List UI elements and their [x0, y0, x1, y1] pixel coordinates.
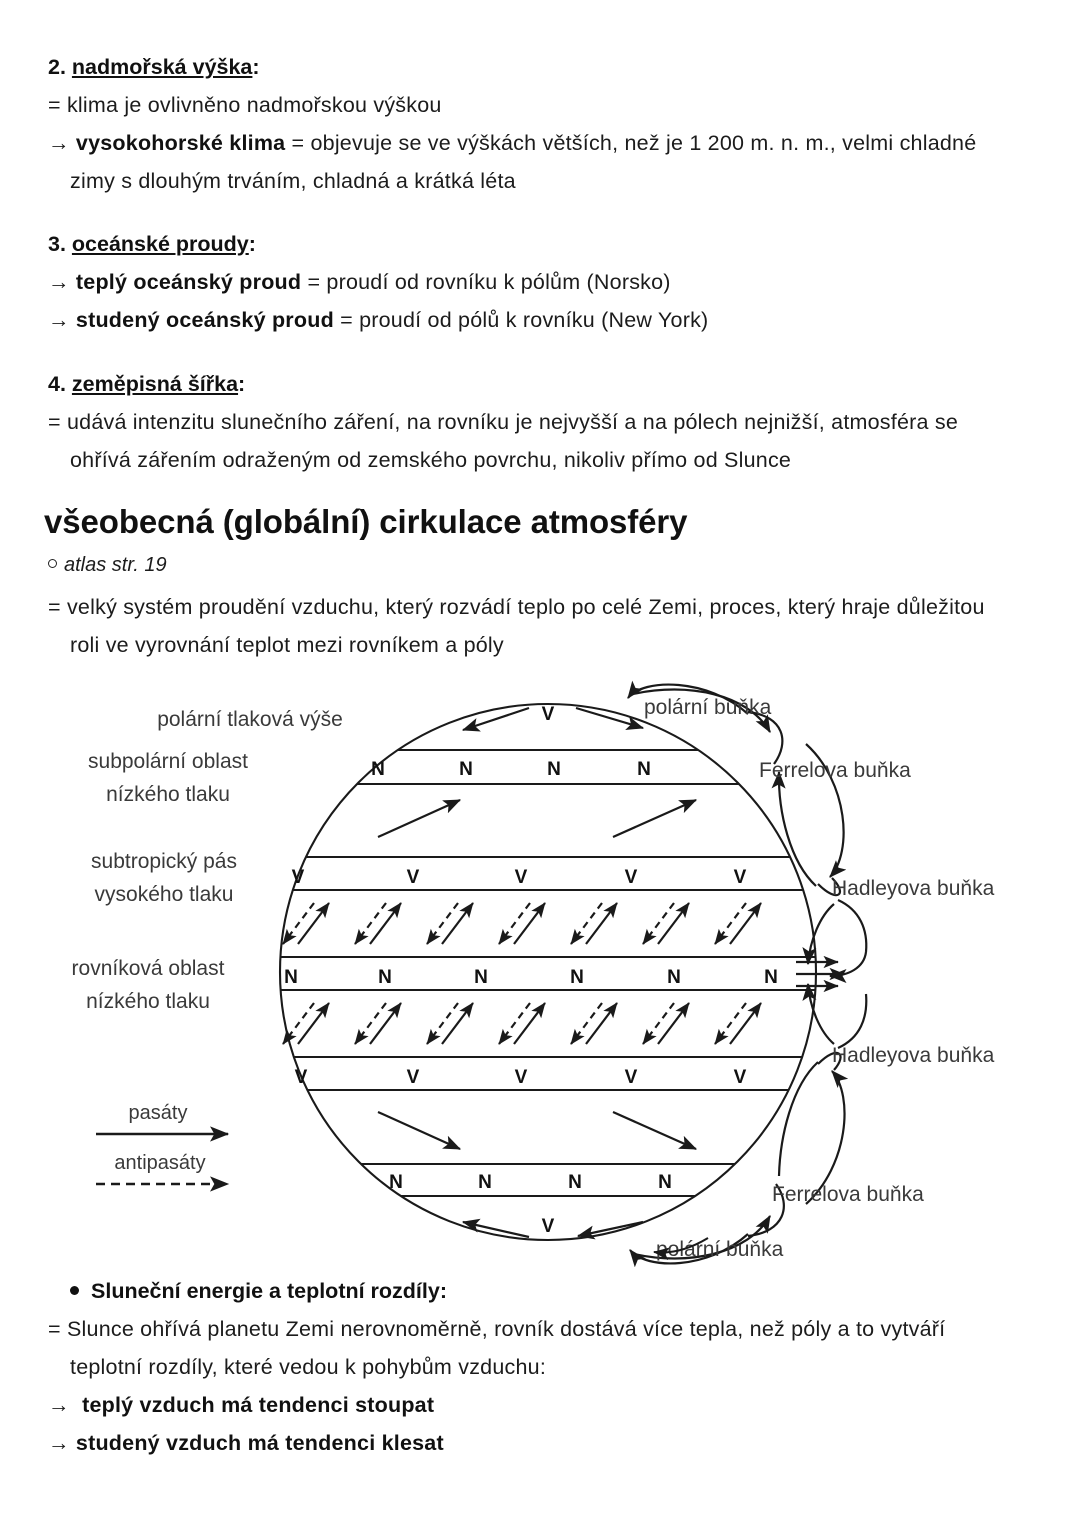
- antipasat-arrow: [427, 903, 458, 944]
- legend-group: [96, 1102, 228, 1184]
- section-colon: :: [238, 372, 246, 396]
- mark-V: V: [624, 867, 638, 888]
- label-hadleyova-bunka-bottom: Hadleyova buňka: [832, 1044, 995, 1067]
- westerly-arrow: [613, 1112, 696, 1149]
- antipasat-arrow: [643, 1003, 674, 1044]
- body-line: [48, 1386, 1040, 1424]
- hadley-cell-north: [838, 900, 866, 952]
- line-text: zimy s dlouhým trváním, chladná a krátká léta: [70, 169, 516, 193]
- mark-V: V: [733, 1067, 747, 1088]
- westerly-arrow: [613, 800, 696, 837]
- label-subtropicky-pas-l2: vysokého tlaku: [94, 883, 234, 906]
- pasat-arrow: [658, 903, 689, 944]
- section-nadmorska-vyska: [48, 48, 1040, 200]
- pasat-arrow: [442, 903, 473, 944]
- body-line: [48, 124, 1040, 162]
- mark-V: V: [291, 867, 305, 888]
- section-heading: [48, 365, 1040, 403]
- mark-V: V: [541, 1216, 555, 1237]
- pasat-arrow: [442, 1003, 473, 1044]
- body-line: [48, 1310, 1040, 1348]
- trade-wind-group-north: [283, 903, 761, 944]
- pasat-arrow: [514, 1003, 545, 1044]
- pasat-arrow: [298, 903, 329, 944]
- right-label-group: [644, 696, 995, 1261]
- bottom-block: [48, 1272, 1040, 1462]
- line-emphasis: studený vzduch má tendenci klesat: [75, 1431, 444, 1455]
- wind-arrows: [378, 708, 696, 1237]
- pasat-arrow: [370, 1003, 401, 1044]
- label-rovnikova-oblast-l1: rovníková oblast: [71, 957, 225, 980]
- antipasat-arrow: [715, 903, 746, 944]
- pasat-arrow: [586, 903, 617, 944]
- label-polarni-bunka-bottom: polární buňka: [656, 1238, 784, 1261]
- label-hadleyova-bunka-top: Hadleyova buňka: [832, 877, 995, 900]
- arrow-marker: →: [48, 270, 76, 294]
- section-title: zeměpisná šířka: [71, 372, 239, 396]
- label-rovnikova-oblast-l2: nízkého tlaku: [86, 990, 210, 1013]
- section-number: 2.: [48, 55, 66, 79]
- line-text: roli ve vyrovnání teplot mezi rovníkem a póly: [70, 633, 504, 657]
- hollow-bullet-icon: [48, 559, 57, 568]
- line-emphasis: vysokohorské klima: [75, 131, 286, 155]
- pasat-arrow: [658, 1003, 689, 1044]
- section-title: nadmořská výška: [71, 55, 253, 79]
- mark-N: N: [658, 1172, 672, 1193]
- antipasat-arrow: [427, 1003, 458, 1044]
- bottom-heading-text: Sluneční energie a teplotní rozdíly:: [91, 1279, 447, 1303]
- line-text: = objevuje se ve výškách větších, než je 1 200 m. n. m., velmi chladné: [285, 131, 977, 155]
- body-line: [48, 162, 1040, 200]
- mark-N: N: [667, 967, 681, 988]
- mark-N: N: [568, 1172, 582, 1193]
- pasat-arrow: [514, 903, 545, 944]
- mark-N: N: [459, 759, 473, 780]
- line-text: udává intenzitu slunečního záření, na rovníku je nejvyšší a na pólech nejnižší, atmosféra se: [66, 410, 959, 434]
- legend-label-pasaty: pasáty: [128, 1102, 188, 1124]
- ferrel-cell-north: [779, 772, 816, 886]
- section-heading: [48, 225, 1040, 263]
- body-line: [48, 301, 1040, 339]
- mark-N: N: [637, 759, 651, 780]
- line-emphasis: teplý oceánský proud: [75, 270, 302, 294]
- line-emphasis: teplý vzduch má tendenci stoupat: [75, 1393, 435, 1417]
- body-line: [48, 403, 1040, 441]
- mark-N: N: [474, 967, 488, 988]
- label-polarni-bunka-top: polární buňka: [644, 696, 772, 719]
- section-colon: :: [248, 232, 256, 256]
- line-text: klima je ovlivněno nadmořskou výškou: [66, 93, 442, 117]
- hadley-cell-south: [838, 994, 866, 1048]
- pasat-arrow: [370, 903, 401, 944]
- antipasat-arrow: [571, 903, 602, 944]
- line-text: = proudí od rovníku k pólům (Norsko): [301, 270, 671, 294]
- line-text: = proudí od pólů k rovníku (New York): [333, 308, 709, 332]
- line-text: Slunce ohřívá planetu Zemi nerovnoměrně, rovník dostává více tepla, než póly a to vytváří: [66, 1317, 946, 1341]
- section-zemepisna-sirka: [48, 365, 1040, 479]
- section-colon: :: [252, 55, 260, 79]
- atlas-text: atlas str. 19: [64, 554, 167, 576]
- body-line: [48, 263, 1040, 301]
- body-line: [48, 588, 1040, 626]
- mark-N: N: [478, 1172, 492, 1193]
- line-text: velký systém proudění vzduchu, který rozvádí teplo po celé Zemi, proces, který hraje důležitou: [66, 595, 985, 619]
- mark-V: V: [514, 867, 528, 888]
- antipasat-arrow: [355, 1003, 386, 1044]
- westerly-arrow: [378, 1112, 460, 1149]
- line-text: ohřívá zářením odraženým od zemského povrchu, nikoliv přímo od Slunce: [70, 448, 792, 472]
- intro-block: [48, 550, 1040, 664]
- body-line: [48, 626, 1040, 664]
- line-prefix: =: [48, 595, 67, 619]
- pasat-arrow: [298, 1003, 329, 1044]
- line-prefix: =: [48, 1317, 67, 1341]
- section-oceanske-proudy: [48, 225, 1040, 339]
- section-number: 4.: [48, 372, 66, 396]
- line-prefix: =: [48, 93, 67, 117]
- ferrel-cell-south: [779, 1062, 818, 1176]
- antipasat-arrow: [499, 1003, 530, 1044]
- label-ferrelova-bunka-bottom: Ferrelova buňka: [772, 1183, 924, 1206]
- hadley-cell-north: [808, 904, 834, 964]
- body-line: [48, 86, 1040, 124]
- antipasat-arrow: [715, 1003, 746, 1044]
- polar-cell-north: [748, 712, 782, 764]
- pasat-arrow: [730, 1003, 761, 1044]
- label-ferrelova-bunka-top: Ferrelova buňka: [759, 759, 911, 782]
- section-heading: [48, 48, 1040, 86]
- arrow-marker: →: [48, 1431, 76, 1455]
- pasat-arrow: [586, 1003, 617, 1044]
- line-text: teplotní rozdíly, které vedou k pohybům vzduchu:: [70, 1355, 547, 1379]
- label-subpolarni-oblast-l2: nízkého tlaku: [106, 783, 230, 806]
- page-title: všeobecná (globální) cirkulace atmosféry: [44, 503, 688, 540]
- mark-N: N: [570, 967, 584, 988]
- pasat-arrow: [730, 903, 761, 944]
- body-line: [48, 1424, 1040, 1462]
- antipasat-arrow: [355, 903, 386, 944]
- mark-V: V: [406, 1067, 420, 1088]
- polar-easterly-arrow: [578, 1222, 643, 1236]
- label-subtropicky-pas-l1: subtropický pás: [91, 850, 237, 873]
- antipasat-arrow: [499, 903, 530, 944]
- body-line: [48, 1348, 1040, 1386]
- polar-easterly-arrow: [463, 708, 529, 730]
- mark-V: V: [406, 867, 420, 888]
- section-number: 3.: [48, 232, 66, 256]
- trade-wind-group-south: [283, 1003, 761, 1044]
- solid-bullet-icon: [70, 1286, 79, 1295]
- hadley-cell-north: [830, 952, 866, 976]
- line-emphasis: studený oceánský proud: [75, 308, 334, 332]
- mark-N: N: [764, 967, 778, 988]
- left-label-group: [72, 708, 343, 1013]
- mark-V: V: [541, 704, 555, 725]
- label-polarni-tlakova-vyse: polární tlaková výše: [157, 708, 343, 731]
- westerly-arrow: [378, 800, 460, 837]
- mark-V: V: [624, 1067, 638, 1088]
- mark-N: N: [378, 967, 392, 988]
- legend-label-antipasaty: antipasáty: [114, 1152, 206, 1174]
- section-title: oceánské proudy: [71, 232, 249, 256]
- mark-V: V: [733, 867, 747, 888]
- line-prefix: =: [48, 410, 67, 434]
- mark-N: N: [389, 1172, 403, 1193]
- bottom-bullet-heading: [48, 1272, 1040, 1310]
- mark-V: V: [514, 1067, 528, 1088]
- label-subpolarni-oblast-l1: subpolární oblast: [88, 750, 248, 773]
- mark-N: N: [284, 967, 298, 988]
- mark-N: N: [547, 759, 561, 780]
- arrow-marker: →: [48, 1393, 76, 1417]
- antipasat-arrow: [643, 903, 674, 944]
- mark-V: V: [294, 1067, 308, 1088]
- arrow-marker: →: [48, 131, 76, 155]
- body-line: [48, 441, 1040, 479]
- arrow-marker: →: [48, 308, 76, 332]
- antipasat-arrow: [571, 1003, 602, 1044]
- mark-N: N: [371, 759, 385, 780]
- atmospheric-circulation-diagram: [48, 672, 1040, 1272]
- atlas-reference: [48, 550, 1040, 580]
